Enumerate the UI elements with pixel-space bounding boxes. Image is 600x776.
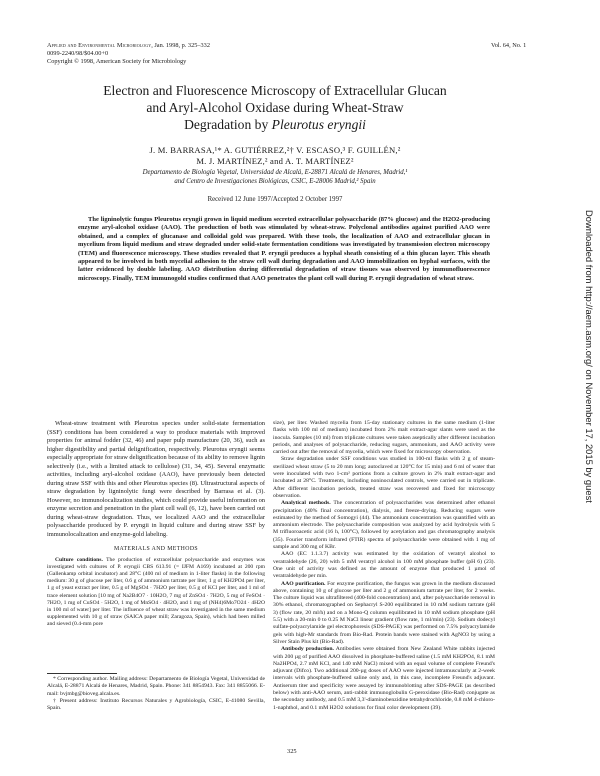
affiliations	[60, 168, 490, 186]
activity-paragraph: AAO (EC 1.1.3.7) activity was estimated by the oxidation of veratryl alcohol to veratraldehyde (26, 20) with 5 mM veratryl alcohol in 100 mM phosphate buffer (pH 6) (23). One unit of activity was defined as the amount of enzyme that produced 1 µmol of veratraldehyde per min.	[273, 551, 495, 580]
purification-paragraph	[273, 581, 495, 647]
title-line-3: Degradation by	[184, 117, 272, 132]
analytical-text: The concentration of polysaccharides was determined after ethanol precipitation (40% final concentration), dialysis, and freeze-drying. Reducing sugars were estimated by the method of Somogyi (44). The ammonium concentration was quantified with an ammonium electrode. The polysaccharide composition was analyzed by acid hydrolysis with 5 M trifluoroacetic acid (16 h, 100°C), followed by acetylation and gas chromatography analysis (35). Fourier transform infrared (FTIR) spectra of polysaccharide were obtained with 1 mg of sample and 300 mg of KBr.	[273, 500, 496, 551]
corresponding-author-note: * Corresponding author. Mailing address: Departamento de Biología Vegetal, Universidad de Alcalá, E-28871 Alcalá de Henares, Madrid, Spain. Phone: 341 8854943. Fax: 341 8855066. E-mail: bvjmbg@bioveg.alcala.es.	[47, 676, 265, 697]
antibody-paragraph	[273, 646, 495, 712]
culture-paragraph	[47, 557, 265, 629]
article-title	[60, 82, 490, 133]
watermark-text: Downloaded from http://aem.asm.org/ on November 17, 2015 by guest	[584, 210, 595, 503]
culture-text: The production of extracellular polysaccharide and enzymes was investigated with cultures of P. eryngii CBS 613.91 (= IJFM A169) incubated at 200 rpm (Gallenkamp orbital incubator) and 28°C (400 ml of medium in 1-liter flasks) in the following medium: 30 g of glucose per liter, 0.6 g of ammonium tartrate per liter, 1 g of KH2PO4 per liter, 1 g of yeast extract per liter, 0.5 g of MgSO4 · 7H2O per liter, 0.5 g of KCl per liter, and 1 ml of trace element solution [10 mg of Na2B4O7 · 10H2O, 7 mg of ZnSO4 · 7H2O, 5 mg of FeSO4 · 7H2O, 1 mg of CuSO4 · 5H2O, 1 mg of MnSO4 · 4H2O, and 1 mg of (NH4)6Mo7O24 · 4H2O in 100 ml of water] per liter. The influence of wheat straw was investigated in the same medium supplemented with 10 g of straw (SAICA paper mill; Zaragoza, Spain), which had been milled and sieved (0.4-mm pore	[47, 556, 265, 628]
antibody-text: Antibodies were obtained from New Zealand White rabbits injected with 200 µg of purified AAO dissolved in phosphate-buffered saline (1.5 mM KH2PO4, 8.1 mM Na2HPO4, 2.7 mM KCl, and 140 mM NaCl) mixed with an equal volume of complete Freund's adjuvant (Difco). Two additional 200-µg doses of AAO were injected intramuscularly at 2-week intervals with phosphate-buffered saline only and, in this case, incomplete Freund's adjuvant. Antiserum titer and specificity were assayed by immunoblotting after SDS-PAGE (as described below) with anti-AAO serum, anti-rabbit immunoglobulin G-peroxidase (Bio-Rad) conjugate as the secondary antibody, and 0.5 mM 3,3'-diaminobenzidine tetrahydrochloride, 0.8 mM 4-chloro-1-naphthol, and 0.1 mM H2O2 solutions for final color development (39).	[273, 646, 495, 711]
culture-continued: size), per liter. Washed mycelia from 15-day stationary cultures in the same medium (1-liter flasks with 100 ml of medium) incubated from 2% malt extract-agar slants were used as the inocula. Samples (10 ml) from triplicate cultures were taken aseptically after different incubation periods, and analyses of polysaccharide, reducing sugars, ammonium, and AAO activity were carried out after the removal of mycelia, which were fixed for microscopy observation.	[273, 420, 495, 456]
authors-line-2: M. J. MARTÍNEZ,² and A. T. MARTÍNEZ²	[196, 155, 354, 166]
straw-degradation-paragraph: Straw degradation under SSF conditions was studied in 100-ml flasks with 2 g of steam-sterilized wheat straw (5 to 20 mm long; autoclaved at 120°C for 15 min) and 6 ml of water that were inoculated with two 1-cm² portions from a culture grown in 2% malt extract-agar and incubated at 28°C. Treatments, including noninoculated controls, were carried out in triplicate. After different incubation periods, treated straw was recovered and fixed for microscopy observation.	[273, 456, 495, 499]
present-address-note: † Present address: Instituto Recursos Naturales y Agrobiología, CSIC, E-41080 Sevilla, Spain.	[47, 697, 265, 712]
received-dates: Received 12 June 1997/Accepted 2 October 1997	[207, 196, 343, 203]
right-column	[273, 420, 495, 712]
purification-heading: AAO purification.	[281, 580, 326, 587]
page-number: 325	[287, 748, 297, 755]
abstract: The ligninolytic fungus Pleurotus eryngii grown in liquid medium secreted extracellular polysaccharide (87% glucose) and the H2O2-producing enzyme aryl-alcohol oxidase (AAO). The production of both was stimulated by wheat-straw. Polyclonal antibodies against purified AAO were obtained, and a complex of glucanase and colloidal gold was prepared. With these tools, the localization of AAO and extracellular glucan in mycelium from liquid medium and straw degraded under solid-state fermentation conditions was investigated by transmission electron microscopy (TEM) and fluorescence microscopy. These studies revealed that P. eryngii produces a hyphal sheath consisting of a thin glucan layer. This sheath appeared to be involved in both mycelial adhesion to the straw cell wall during degradation and AAO immobilization on hyphal surfaces, with the latter evidenced by double labeling. AAO distribution during differential degradation of straw tissues was observed by immunofluorescence microscopy. Finally, TEM immunogold studies confirmed that AAO penetrates the plant cell wall during P. eryngii degradation of wheat straw.	[78, 216, 490, 282]
footnote-rule	[47, 673, 117, 674]
methods-heading: MATERIALS AND METHODS	[113, 546, 199, 552]
title-species: Pleurotus eryngii	[271, 117, 366, 132]
author-list	[60, 145, 490, 166]
journal-name: Applied and Environmental Microbiology	[47, 42, 152, 49]
copyright-line: Copyright © 1998, American Society for Microbiology	[47, 58, 187, 65]
volume-label: Vol. 64, No. 1	[491, 42, 527, 49]
footnotes	[47, 676, 265, 712]
running-header	[47, 42, 210, 66]
issn-line: 0099-2240/98/$04.00+0	[47, 50, 109, 57]
affiliation-line-1: Departamento de Biología Vegetal, Universidad de Alcalá, E-28871 Alcalá de Henares, Madrid,¹	[142, 169, 408, 176]
purification-text: For enzyme purification, the fungus was grown in the medium discussed above, containing 10 g of glucose per liter and 2 g of ammonium tartrate per liter, for 2 weeks. The culture liquid was ultrafiltered (400-fold concentration) and, after polysaccharide removal in 30% ethanol, chromatographed on Sephacryl S-200 equilibrated in 10 mM sodium tartrate (pH 3) (flow rate, 20 ml/h) and on a Mono-Q column equilibrated in 10 mM sodium phosphate (pH 5.5) with a 20-min 0 to 0.25 M NaCl linear gradient (flow rate, 1 ml/min) (23). Sodium dodecyl sulfate-polyacrylamide gel electrophoresis (SDS-PAGE) was performed on 7.5% polyacrylamide gels with high-Mr standards from Bio-Rad. Protein bands were stained with AgNO3 by using a Silver Stain Plus kit (Bio-Rad).	[273, 580, 495, 645]
left-column	[47, 420, 265, 629]
download-watermark	[584, 210, 598, 570]
authors-line-1: J. M. BARRASA,¹* A. GUTIÉRREZ,²† V. ESCASO,³ F. GUILLÉN,²	[149, 145, 401, 155]
antibody-heading: Antibody production.	[281, 646, 334, 653]
affiliation-line-2: and Centro de Investigaciones Biológicas, CSIC, E-28006 Madrid,² Spain	[174, 178, 376, 185]
analytical-paragraph	[273, 500, 495, 551]
title-line-1: Electron and Fluorescence Microscopy of Extracellular Glucan	[103, 83, 447, 98]
analytical-heading: Analytical methods.	[281, 500, 331, 507]
intro-paragraph: Wheat-straw treatment with Pleurotus species under solid-state fermentation (SSF) conditions has been considered a way to produce materials with improved properties for animal fodder (32, 46) and paper pulp manufacture (20, 36), such as higher digestibility and partial delignification, respectively. Pleurotus eryngii seems especially appropriate for straw delignification because of its ability to remove lignin selectively (i.e., with a limited attack to cellulose) (31, 34, 45). Several enzymatic activities, including aryl-alcohol oxidase (AAO), have previously been detected during straw SSF with this and other Pleurotus species (8). Ultrastructural aspects of straw degradation by ligninolytic fungi were described by Barrasa et al. (3). However, no immunolocalization studies, which could provide useful information on enzyme secretion and penetration in the plant cell wall (6, 12), have been carried out during wheat-straw degradation. Thus, we localized AAO and the extracellular polysaccharide produced by P. eryngii in liquid culture and during straw SSF by immunolocalization and enzyme-gold labeling.	[47, 420, 265, 538]
title-line-2: and Aryl-Alcohol Oxidase during Wheat-Straw	[146, 100, 404, 115]
culture-heading: Culture conditions.	[55, 556, 103, 563]
issue-line: , Jan. 1998, p. 325–332	[151, 42, 210, 49]
